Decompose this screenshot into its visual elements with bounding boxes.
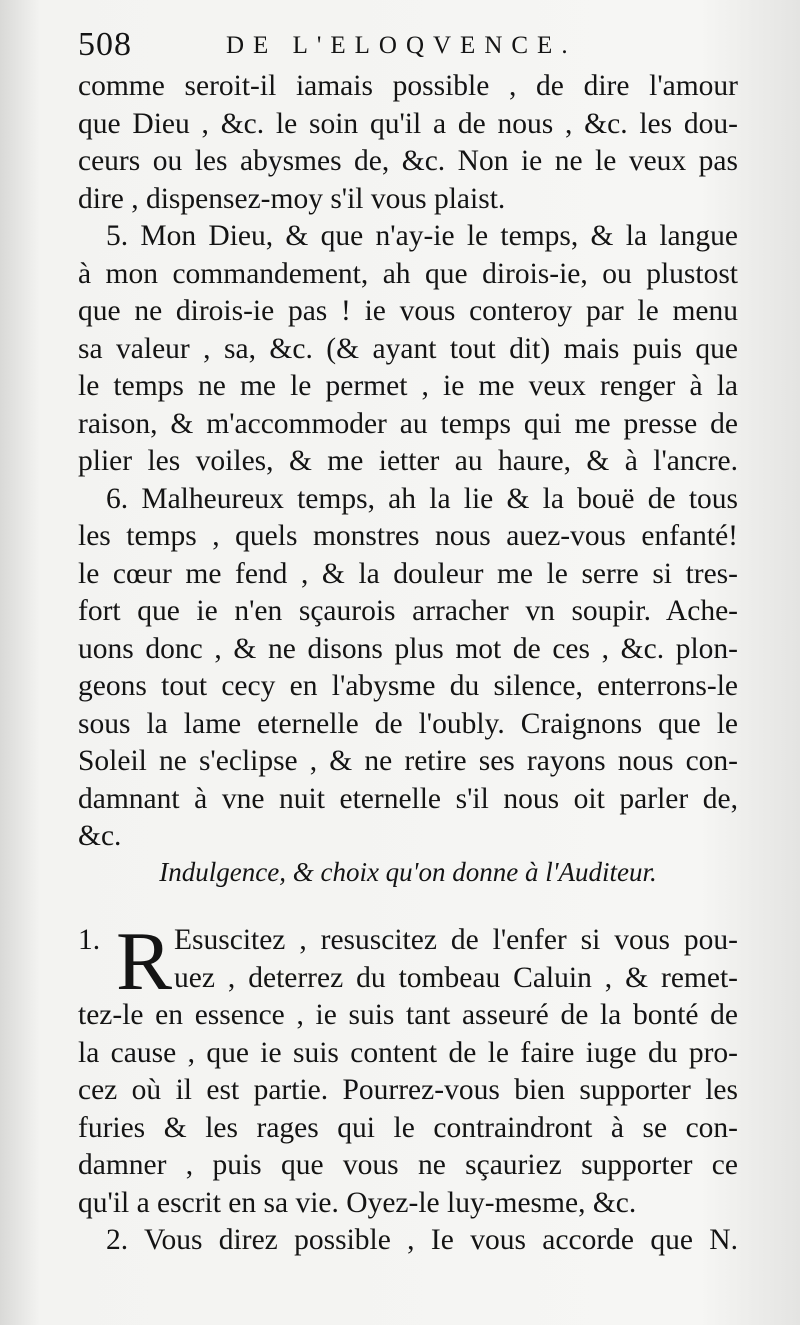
text-line: que Dieu , &c. le soin qu'il a de nous , &c. les dou-: [78, 107, 738, 140]
text-line: geons tout cecy en l'abysme du silence, enterrons-le: [78, 670, 738, 702]
text-line: la cause , que ie suis content de le faire iuge du pro-: [78, 1036, 738, 1069]
text-line: Esuscitez , resuscitez de l'enfer si vous pou-: [174, 924, 738, 956]
text-line: cez où il est partie. Pourrez-vous bien supporter les: [78, 1074, 738, 1106]
text-line: furies & les rages qui le contraindront à se con-: [78, 1111, 738, 1144]
text-block-1: [78, 68, 738, 856]
text-line: à mon commandement, ah que dirois-ie, ou plustost: [78, 257, 738, 290]
text-line: 2. Vous direz possible , Ie vous accorde que N.: [106, 1224, 738, 1256]
text-block-2: [78, 915, 738, 1260]
text-line: uez , deterrez du tombeau Caluin , & remet-: [174, 961, 738, 994]
text-line: ceurs ou les abysmes de, &c. Non ie ne le veux pas: [78, 145, 738, 177]
text-line: que ne dirois-ie pas ! ie vous conteroy par le menu: [78, 295, 738, 327]
text-line: sous la lame eternelle de l'oubly. Craignons que le: [78, 707, 738, 740]
drop-cap: R: [116, 915, 173, 1008]
text-line: le temps ne me le permet , ie me veux renger à la: [78, 370, 738, 402]
text-line: damner , puis que vous ne sçauriez supporter ce: [78, 1149, 738, 1181]
text-line: qu'il a escrit en sa vie. Oyez-le luy-mesme, &c.: [78, 1186, 637, 1219]
text-line: 5. Mon Dieu, & que n'ay-ie le temps, & la langue: [106, 220, 738, 252]
page-number: 508: [78, 26, 132, 63]
text-line: plier les voiles, & me ietter au haure, & à l'ancre.: [78, 445, 738, 477]
text-line: sa valeur , sa, &c. (& ayant tout dit) mais puis que: [78, 332, 738, 365]
text-line: 6. Malheureux temps, ah la lie & la bouë de tous: [106, 482, 738, 515]
text-line: uons donc , & ne disons plus mot de ces , &c. plon-: [78, 632, 738, 665]
section-heading-block: [78, 857, 738, 888]
paragraph-number: 1.: [78, 924, 101, 956]
section-heading: Indulgence, & choix qu'on donne à l'Auditeur.: [159, 857, 657, 887]
text-line: &c.: [78, 820, 122, 852]
text-line: comme seroit-il iamais possible , de dire l'amour: [78, 70, 738, 102]
text-line: le cœur me fend , & la douleur me le serre si tres-: [78, 557, 738, 590]
text-line: Soleil ne s'eclipse , & ne retire ses rayons nous con-: [78, 745, 738, 777]
running-head: DE L'ELOQVENCE.: [226, 32, 577, 59]
text-line: les temps , quels monstres nous auez-vous enfanté!: [78, 520, 738, 552]
text-line: fort que ie n'en sçaurois arracher vn soupir. Ache-: [78, 595, 738, 627]
drop-cap-paragraph: [78, 915, 738, 1008]
page-header: [78, 26, 768, 66]
text-line: tez-le en essence , ie suis tant asseuré de la bonté de: [78, 999, 738, 1031]
text-line: damnant à vne nuit eternelle s'il nous oit parler de,: [78, 782, 738, 815]
text-line: dire , dispensez-moy s'il vous plaist.: [78, 182, 506, 215]
text-line: raison, & m'accommoder au temps qui me presse de: [78, 407, 738, 440]
